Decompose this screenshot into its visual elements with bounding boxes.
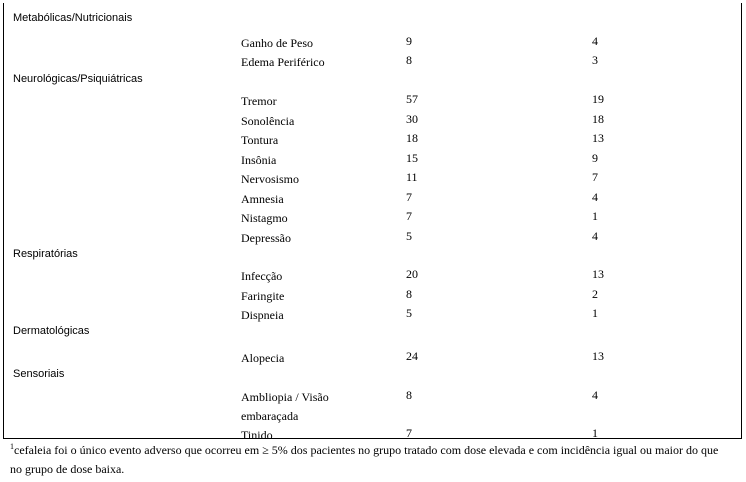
table-row [4,306,743,324]
table-row [4,151,743,169]
table-row [4,92,743,110]
low-dose-value: 4 [592,34,598,48]
footnote-marker: 1 [10,442,14,451]
category-row [4,73,743,91]
high-dose-value: 5 [406,229,412,243]
low-dose-value: 4 [592,229,598,243]
category-row [4,368,743,386]
event-label: Insônia [241,153,277,167]
table-row [4,267,743,285]
event-label: Tremor [241,94,277,108]
table-row [4,229,743,247]
event-label: Faringite [241,289,285,303]
event-label: Depressão [241,231,291,245]
low-dose-value: 4 [592,190,598,204]
table-row [4,131,743,149]
footnote-text: cefaleia foi o único evento adverso que ocorreu em ≥ 5% dos pacientes no grupo tratado com dose elevada e com incidência igual ou maior do que no grupo de dose baixa. [10,443,719,476]
event-label: Nistagmo [241,211,288,225]
category-row [4,12,743,30]
low-dose-value: 13 [592,131,604,145]
high-dose-value: 15 [406,151,418,165]
high-dose-value: 18 [406,131,418,145]
low-dose-value: 1 [592,209,598,223]
high-dose-value: 8 [406,388,412,402]
category-label: Metabólicas/Nutricionais [13,12,133,24]
adverse-events-table [3,3,742,442]
high-dose-value: 20 [406,267,418,281]
low-dose-value: 19 [592,92,604,106]
category-label: Respiratórias [13,248,78,260]
low-dose-value: 18 [592,112,604,126]
table-row [4,287,743,305]
table-row [4,209,743,227]
event-label: Infecção [241,269,283,283]
event-label: Ganho de Peso [241,36,313,50]
event-label: Tontura [241,133,279,147]
high-dose-value: 7 [406,209,412,223]
table-row [4,170,743,188]
high-dose-value: 7 [406,190,412,204]
low-dose-value: 9 [592,151,598,165]
table-row [4,190,743,208]
low-dose-value: 1 [592,306,598,320]
event-label: Dispneia [241,308,284,322]
category-row [4,325,743,343]
event-label: Alopecia [241,351,285,365]
event-label: Tinido [241,428,273,442]
high-dose-value: 8 [406,287,412,301]
high-dose-value: 11 [406,170,418,184]
high-dose-value: 7 [406,426,412,440]
category-row [4,248,743,266]
category-label: Neurológicas/Psiquiátricas [13,73,143,85]
category-label: Sensoriais [13,368,65,380]
high-dose-value: 9 [406,34,412,48]
event-label: Sonolência [241,114,295,128]
event-label: Edema Periférico [241,55,325,69]
table-row [4,388,743,423]
event-label: Amnesia [241,192,284,206]
high-dose-value: 5 [406,306,412,320]
table-row [4,112,743,130]
high-dose-value: 30 [406,112,418,126]
low-dose-value: 13 [592,349,604,363]
table-footnote [10,441,730,479]
low-dose-value: 4 [592,388,598,402]
high-dose-value: 57 [406,92,418,106]
category-label: Dermatológicas [13,325,90,337]
low-dose-value: 2 [592,287,598,301]
low-dose-value: 1 [592,426,598,440]
low-dose-value: 7 [592,170,598,184]
event-label: Ambliopia / Visão embaraçada [241,390,329,423]
low-dose-value: 13 [592,267,604,281]
table-row [4,34,743,52]
high-dose-value: 8 [406,53,412,67]
high-dose-value: 24 [406,349,418,363]
table-row [4,53,743,71]
low-dose-value: 3 [592,53,598,67]
event-label: Nervosismo [241,172,299,186]
table-row [4,349,743,367]
